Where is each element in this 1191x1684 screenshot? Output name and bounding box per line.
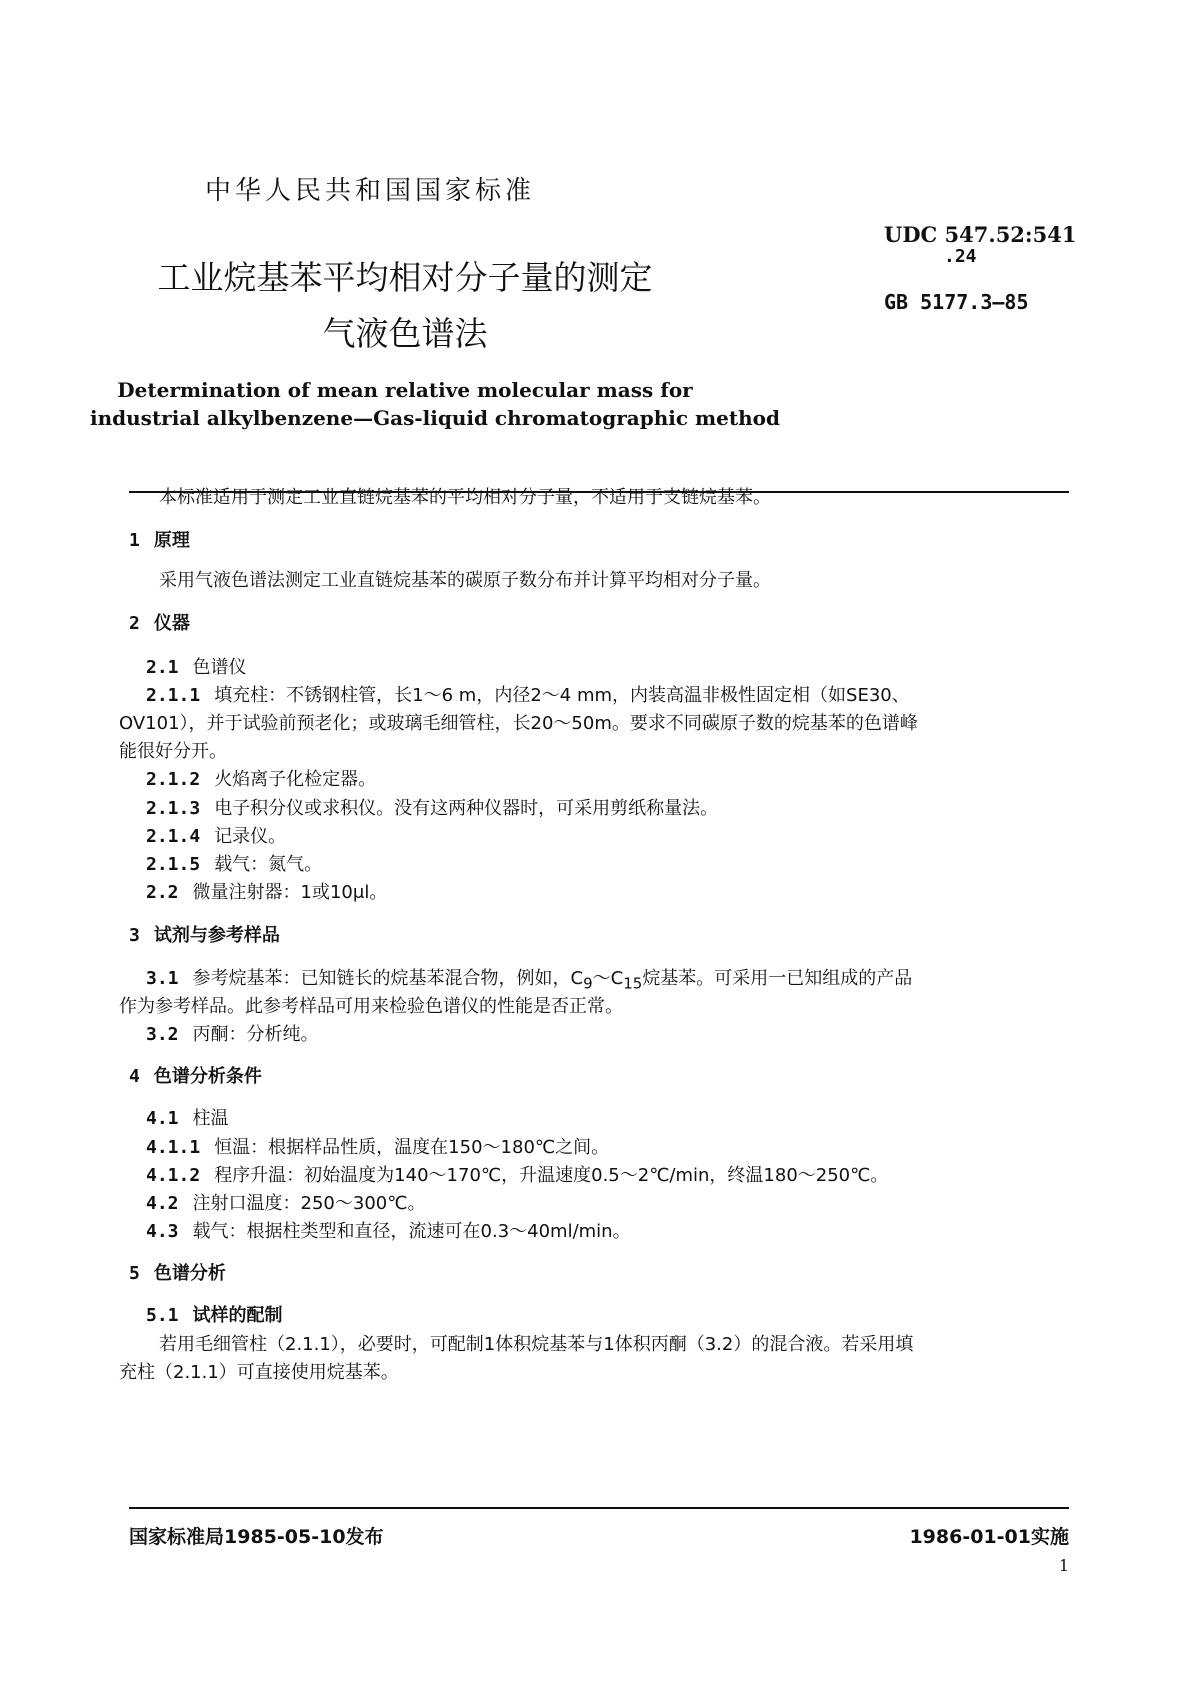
clause-4-1-text: 柱温: [192, 1108, 229, 1129]
clause-3-1-text-c: 烷基苯。可采用一已知组成的产品: [642, 968, 913, 989]
section-4-heading: [129, 1062, 262, 1088]
clause-5-1-line2: 充柱（2.1.1）可直接使用烷基苯。: [119, 1362, 399, 1383]
clause-4-2-number: 4.2: [146, 1193, 179, 1214]
clause-2-1-1: [146, 681, 910, 707]
clause-2-1-4: [146, 822, 286, 848]
footer-divider: [129, 1507, 1069, 1509]
document-subtitle: 气液色谱法: [322, 314, 488, 353]
section-2-number: 2: [129, 613, 140, 634]
clause-3-1-text-b: ～C: [592, 968, 624, 989]
section-1-title: 原理: [153, 530, 190, 551]
english-title-line2: industrial alkylbenzene—Gas-liquid chromatographic method: [90, 406, 780, 430]
national-standard-heading: 中华人民共和国国家标准: [204, 176, 535, 206]
clause-2-1-2: [146, 765, 376, 791]
clause-3-2-text: 丙酮：分析纯。: [192, 1024, 319, 1045]
effective-date: 1986-01-01实施: [909, 1526, 1069, 1548]
clause-3-1-number: 3.1: [146, 968, 179, 989]
section-1-text: 采用气液色谱法测定工业直链烷基苯的碳原子数分布并计算平均相对分子量。: [159, 570, 771, 591]
clause-2-1-5-number: 2.1.5: [146, 854, 201, 875]
section-1-heading: [129, 526, 190, 552]
section-3-number: 3: [129, 925, 140, 946]
clause-2-1-5-text: 载气：氮气。: [214, 854, 323, 875]
udc-code-continuation: .24: [944, 246, 977, 267]
clause-2-1-5: [146, 850, 322, 876]
clause-2-1-3-text: 电子积分仪或求积仪。没有这两种仪器时，可采用剪纸称量法。: [214, 798, 719, 819]
clause-2-1-1-line1: 填充柱：不锈钢柱管，长1～6 m，内径2～4 mm，内装高温非极性固定相（如SE30、: [214, 685, 910, 706]
clause-2-2-text: 微量注射器：1或10μl。: [192, 882, 388, 903]
clause-2-2: [146, 878, 387, 904]
clause-4-3-text: 载气：根据柱类型和直径，流速可在0.3～40ml/min。: [192, 1221, 631, 1242]
section-1-number: 1: [129, 530, 140, 551]
udc-code: UDC 547.52:541: [884, 222, 1077, 247]
carbon-subscript-15: 15: [623, 974, 643, 993]
section-3-heading: [129, 921, 280, 947]
clause-2-1-4-text: 记录仪。: [214, 826, 287, 847]
section-2-title: 仪器: [153, 613, 190, 634]
clause-2-1-3-number: 2.1.3: [146, 798, 201, 819]
clause-4-1-2: [146, 1161, 888, 1187]
clause-4-1-2-number: 4.1.2: [146, 1165, 201, 1186]
clause-2-1-1-number: 2.1.1: [146, 685, 201, 706]
document-title: 工业烷基苯平均相对分子量的测定: [157, 258, 653, 297]
gb-number: GB 5177.3—85: [884, 290, 1029, 314]
scope-text: 本标准适用于测定工业直链烷基苯的平均相对分子量，不适用于支链烷基苯。: [159, 487, 771, 508]
clause-2-2-number: 2.2: [146, 882, 179, 903]
clause-2-1-1-line2: OV101），并于试验前预老化；或玻璃毛细管柱，长20～50m。要求不同碳原子数的烷基苯的色谱峰: [119, 713, 918, 734]
page-number: 1: [1058, 1556, 1069, 1575]
clause-5-1-heading: [146, 1301, 283, 1327]
clause-4-1: [146, 1104, 229, 1130]
clause-2-1-3: [146, 794, 718, 820]
clause-4-1-1-number: 4.1.1: [146, 1137, 201, 1158]
clause-3-2: [146, 1020, 319, 1046]
clause-5-1-title: 试样的配制: [192, 1305, 283, 1326]
clause-3-1: [146, 964, 912, 993]
clause-2-1-2-text: 火焰离子化检定器。: [214, 769, 377, 790]
clause-3-1-line2: 作为参考样品。此参考样品可用来检验色谱仪的性能是否正常。: [119, 996, 623, 1017]
scope-paragraph: [159, 483, 771, 509]
clause-2-1-2-number: 2.1.2: [146, 769, 201, 790]
clause-4-1-1-text: 恒温：根据样品性质，温度在150～180℃之间。: [214, 1137, 610, 1158]
english-title-line1: Determination of mean relative molecular mass for: [117, 378, 693, 402]
clause-4-2: [146, 1189, 425, 1215]
section-5-title: 色谱分析: [153, 1263, 226, 1284]
clause-4-1-number: 4.1: [146, 1108, 179, 1129]
clause-4-1-2-text: 程序升温：初始温度为140～170℃，升温速度0.5～2℃/min，终温180～250℃。: [214, 1165, 889, 1186]
issue-date: 国家标准局1985-05-10发布: [129, 1526, 384, 1548]
clause-4-3: [146, 1217, 631, 1243]
clause-4-1-1: [146, 1133, 609, 1159]
section-3-title: 试剂与参考样品: [153, 925, 280, 946]
clause-2-1: [146, 653, 247, 679]
clause-2-1-4-number: 2.1.4: [146, 826, 201, 847]
section-5-heading: [129, 1259, 226, 1285]
clause-5-1-number: 5.1: [146, 1305, 179, 1326]
clause-3-1-text-a: 参考烷基苯：已知链长的烷基苯混合物，例如，C: [192, 968, 584, 989]
clause-2-1-text: 色谱仪: [192, 657, 247, 678]
clause-4-2-text: 注射口温度：250～300℃。: [192, 1193, 426, 1214]
clause-5-1-line1: 若用毛细管柱（2.1.1），必要时，可配制1体积烷基苯与1体积丙酮（3.2）的混合液。若采用填: [159, 1334, 914, 1355]
clause-2-1-1-line3: 能很好分开。: [119, 741, 227, 762]
section-5-number: 5: [129, 1263, 140, 1284]
section-2-heading: [129, 609, 190, 635]
section-4-number: 4: [129, 1066, 140, 1087]
carbon-subscript-9: 9: [583, 974, 593, 993]
clause-4-3-number: 4.3: [146, 1221, 179, 1242]
clause-2-1-number: 2.1: [146, 657, 179, 678]
section-4-title: 色谱分析条件: [153, 1066, 262, 1087]
clause-3-2-number: 3.2: [146, 1024, 179, 1045]
